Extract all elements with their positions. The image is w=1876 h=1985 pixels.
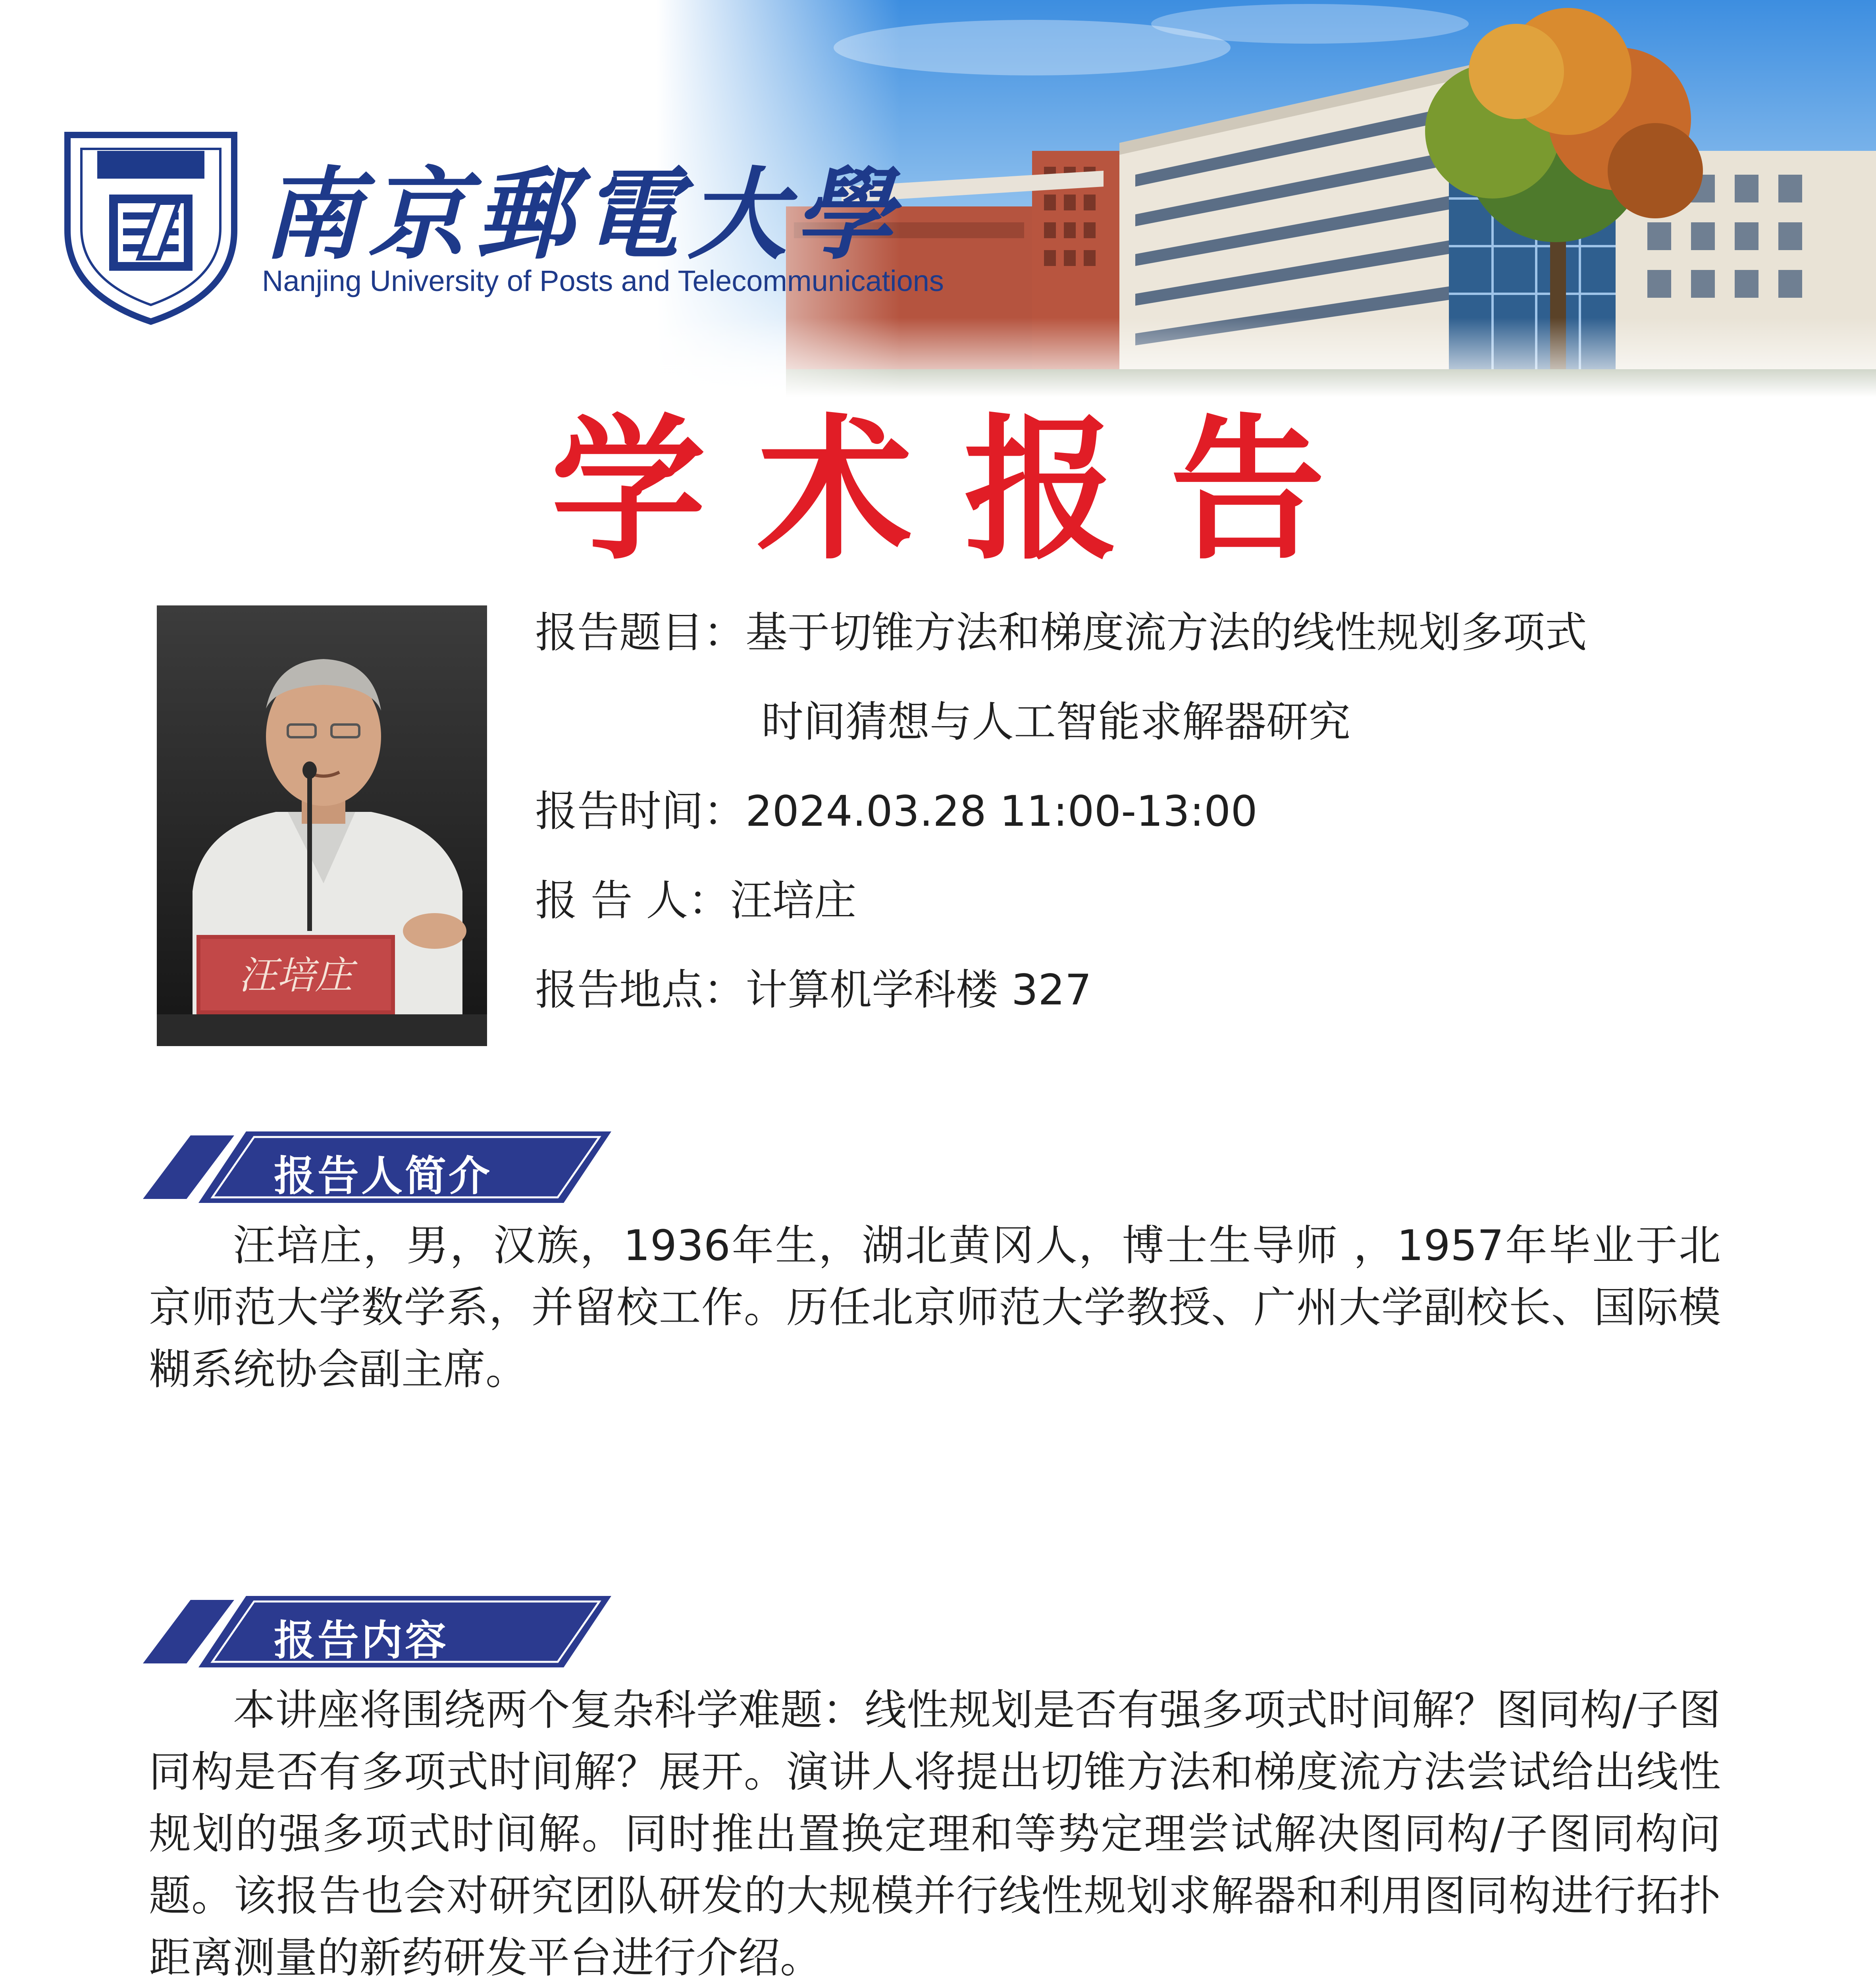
university-name-en: Nanjing University of Posts and Telecommunications [262, 264, 944, 297]
time-value: 2024.03.28 11:00-13:00 [745, 787, 1258, 836]
place-value: 计算机学科楼 327 [745, 966, 1092, 1014]
content-section-banner [143, 1592, 619, 1671]
page-title: 学术报告 [551, 400, 1377, 580]
topic-value-line1: 基于切锥方法和梯度流方法的线性规划多项式 [745, 608, 1587, 657]
place-label: 报告地点： [535, 966, 745, 1014]
report-speaker-row [535, 875, 856, 926]
report-place-row [535, 965, 1092, 1015]
report-time-row [535, 786, 1258, 836]
topic-label: 报告题目： [535, 608, 745, 657]
header-banner [0, 0, 1876, 397]
bio-section-banner [143, 1127, 619, 1207]
speaker-value: 汪培庄 [730, 876, 857, 925]
content-heading: 报告内容 [274, 1616, 449, 1665]
topic-value-line2: 时间猜想与人工智能求解器研究 [761, 698, 1350, 746]
report-topic-row-2 [761, 697, 1350, 747]
speaker-label: 报 告 人： [535, 876, 730, 925]
speaker-portrait-image [157, 605, 487, 1046]
university-logo [60, 127, 944, 326]
content-paragraph: 本讲座将围绕两个复杂科学难题：线性规划是否有强多项式时间解？图同构/子图同构是否有多项式时间解？展开。演讲人将提出切锥方法和梯度流方法尝试给出线性规划的强多项式时间解。同时推出置换定理和等势定理尝试解决图同构/子图同构问题。该报告也会对研究团队研发的大规模并行线性规划求解器和利用图同构进行拓扑距离测量的新药研发平台进行介绍。 [149, 1686, 1721, 1982]
report-topic-row [535, 607, 1587, 658]
speaker-photo [157, 605, 487, 1046]
bio-heading: 报告人简介 [274, 1151, 493, 1200]
time-label: 报告时间： [535, 787, 745, 836]
nameplate-text: 汪培庄 [239, 953, 353, 998]
university-name-cn: 南京郵電大學 [262, 156, 900, 273]
university-seal-icon [60, 127, 242, 326]
bio-paragraph: 汪培庄，男，汉族，1936年生，湖北黄冈人，博士生导师 ，1957年毕业于北京师范大学数学系，并留校工作。历任北京师范大学教授、广州大学副校长、国际模糊系统协会副主席。 [149, 1221, 1721, 1394]
